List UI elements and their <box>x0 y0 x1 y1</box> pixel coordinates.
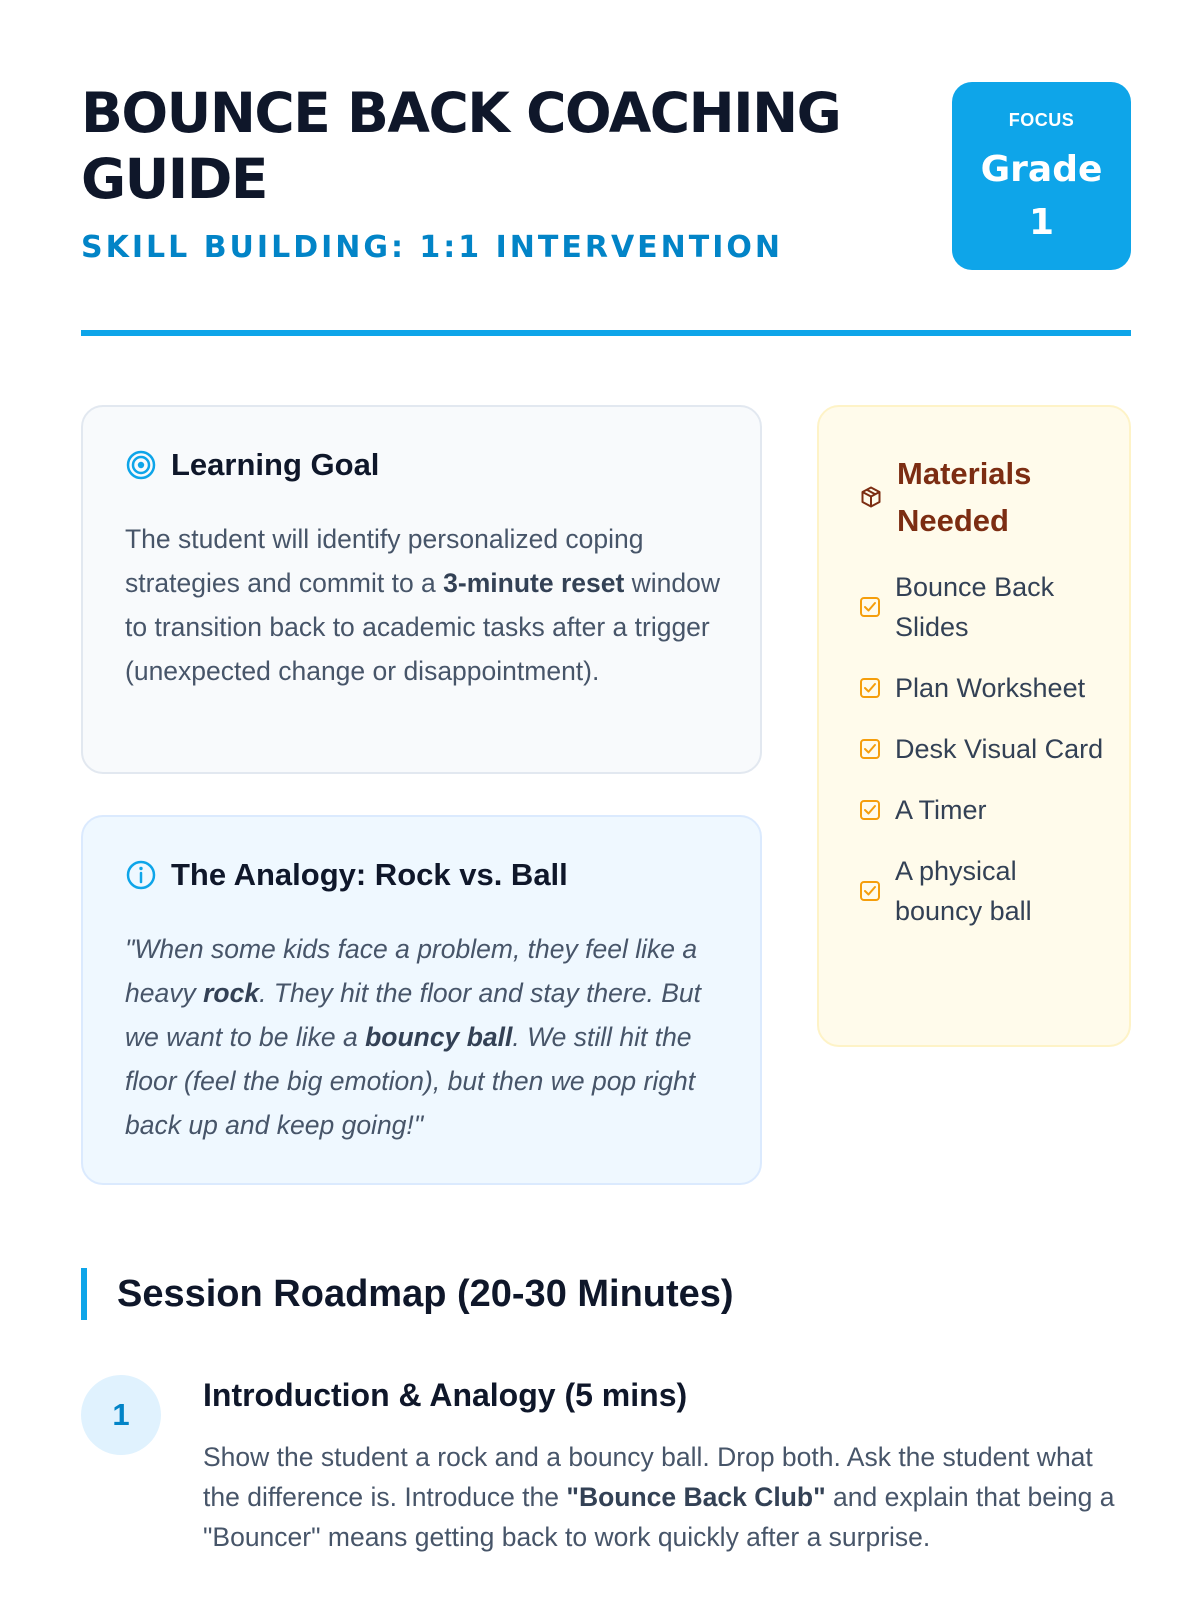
material-label: Plan Worksheet <box>895 673 1086 703</box>
focus-grade-badge <box>952 82 1131 270</box>
list-item <box>859 567 1109 647</box>
checkbox-icon <box>859 677 881 699</box>
focus-grade-number: 1 <box>1028 202 1055 243</box>
focus-label: FOCUS <box>1008 110 1075 130</box>
step-text-end: and explain that being a "Bouncer" means getting back to work quickly after a surprise. <box>203 1482 1115 1552</box>
list-item <box>859 851 1109 931</box>
analogy-header <box>125 857 568 893</box>
analogy-rock-emphasis: rock <box>203 978 260 1008</box>
material-label: Desk Visual Card <box>895 734 1104 764</box>
learning-goal-title: Learning Goal <box>171 447 380 482</box>
learning-goal-text-start: The student will identify personalized coping strategies and commit to a <box>125 524 644 598</box>
step-text-start: Show the student a rock and a bouncy ball. Drop both. Ask the student what the difference is. Introduce the <box>203 1442 1093 1512</box>
checkbox-icon <box>859 596 881 618</box>
focus-grade-label: Grade <box>980 149 1103 190</box>
list-item <box>859 729 1109 769</box>
analogy-title: The Analogy: Rock vs. Ball <box>171 857 568 892</box>
guide-header <box>81 80 1131 270</box>
list-item <box>859 668 1109 708</box>
page-subtitle: SKILL BUILDING: 1:1 INTERVENTION <box>81 230 784 265</box>
materials-list <box>859 567 1109 952</box>
material-label: A physical bouncy ball <box>895 856 1032 926</box>
analogy-card <box>81 815 762 1185</box>
learning-goal-emphasis: 3-minute reset <box>443 568 625 598</box>
header-divider <box>81 330 1131 336</box>
page-title: BOUNCE BACK COACHING GUIDE <box>81 81 841 211</box>
learning-goal-text <box>125 517 735 693</box>
material-label: Bounce Back Slides <box>895 572 1055 642</box>
materials-title: Materials Needed <box>897 456 1032 538</box>
step-emphasis: "Bounce Back Club" <box>566 1482 826 1512</box>
info-icon <box>125 859 157 891</box>
step-number-badge: 1 <box>81 1375 161 1455</box>
analogy-quote-part-2: . They hit the floor and stay there. But we want to be like a <box>125 978 701 1052</box>
checkbox-icon <box>859 880 881 902</box>
analogy-quote <box>125 927 735 1147</box>
checkbox-icon <box>859 738 881 760</box>
package-icon <box>859 485 883 509</box>
material-label: A Timer <box>895 795 987 825</box>
materials-card <box>817 405 1131 1047</box>
step-description <box>203 1437 1123 1557</box>
materials-header <box>859 450 1087 544</box>
learning-goal-header <box>125 447 379 483</box>
step-title: Introduction & Analogy (5 mins) <box>203 1377 688 1413</box>
target-icon <box>125 449 157 481</box>
learning-goal-card <box>81 405 762 774</box>
roadmap-section-header <box>81 1268 734 1320</box>
analogy-quote-part-1: "When some kids face a problem, they feel like a heavy <box>125 934 698 1008</box>
roadmap-title: Session Roadmap (20-30 Minutes) <box>117 1272 734 1315</box>
list-item <box>859 790 1109 830</box>
checkbox-icon <box>859 799 881 821</box>
analogy-ball-emphasis: bouncy ball <box>365 1022 513 1052</box>
learning-goal-text-end: window to transition back to academic tasks after a trigger (unexpected change or disappointment). <box>125 568 721 686</box>
analogy-quote-part-3: . We still hit the floor (feel the big emotion), but then we pop right back up and keep going!" <box>125 1022 696 1140</box>
